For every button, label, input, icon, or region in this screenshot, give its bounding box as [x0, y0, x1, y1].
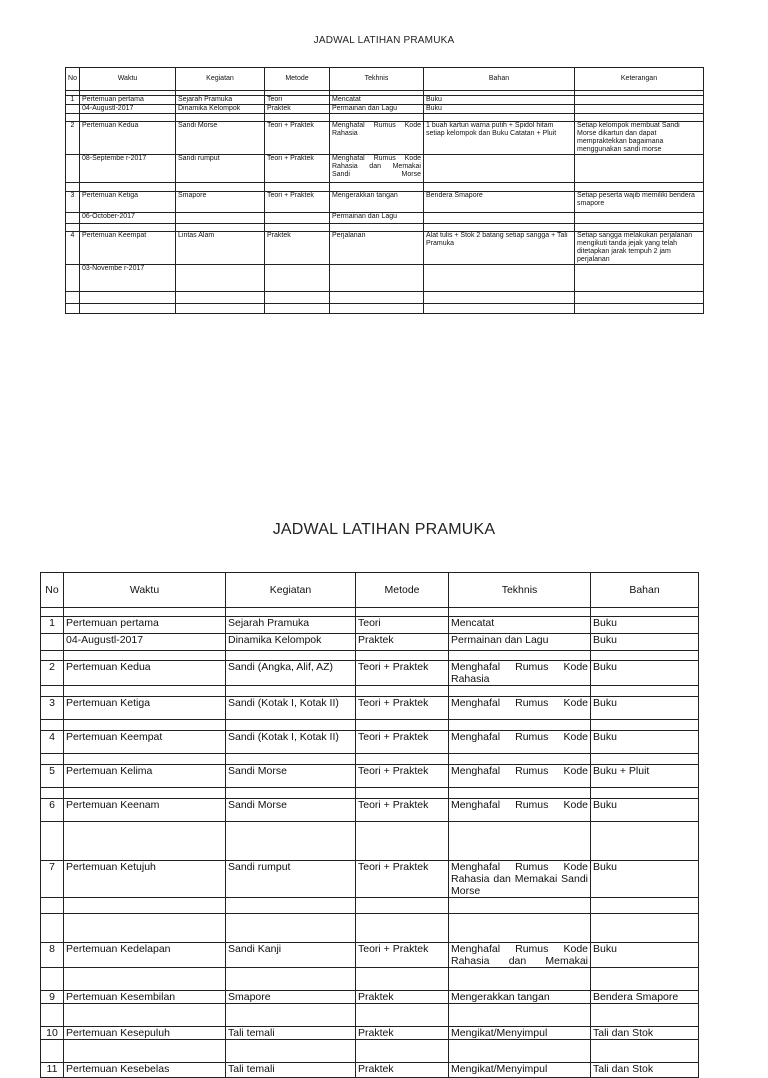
- cell-col-bahan: [591, 720, 699, 731]
- header-col-waktu: Waktu: [64, 573, 226, 608]
- table-row: [66, 224, 704, 232]
- cell-col-metode: Teori + Praktek: [356, 765, 449, 788]
- cell-col-kegiatan: [226, 686, 356, 697]
- table-row: [41, 634, 699, 651]
- cell-col-kegiatan: [176, 114, 265, 122]
- cell-col-kegiatan: [176, 292, 265, 304]
- cell-col-no: [66, 114, 80, 122]
- cell-col-metode: Teori + Praktek: [356, 943, 449, 968]
- cell-col-no: 7: [41, 861, 64, 898]
- cell-col-no: 3: [41, 697, 64, 720]
- cell-col-kegiatan: Sandi (Kotak I, Kotak II): [226, 697, 356, 720]
- cell-col-kegiatan: [226, 788, 356, 799]
- cell-col-tekhnis: [449, 686, 591, 697]
- cell-col-metode: [356, 788, 449, 799]
- cell-col-tekhnis: Mengerakkan tangan: [449, 991, 591, 1004]
- cell-col-bahan: [591, 914, 699, 943]
- header-col-metode: Metode: [265, 68, 330, 91]
- cell-col-no: [66, 224, 80, 232]
- cell-col-no: 4: [41, 731, 64, 754]
- cell-col-no: [41, 788, 64, 799]
- cell-col-waktu: 04-Augustl-2017: [64, 634, 226, 651]
- cell-col-metode: [265, 304, 330, 314]
- cell-col-waktu: [64, 686, 226, 697]
- cell-col-bahan: [591, 788, 699, 799]
- cell-col-no: [66, 183, 80, 192]
- cell-col-kegiatan: [176, 213, 265, 224]
- table-row: [66, 96, 704, 105]
- table-row: [41, 1040, 699, 1063]
- cell-col-tekhnis: Menghafal Rumus Kode Rahasia: [449, 661, 591, 686]
- cell-col-bahan: [424, 213, 575, 224]
- cell-col-kegiatan: [226, 822, 356, 861]
- cell-col-bahan: Buku: [591, 799, 699, 822]
- cell-col-waktu: Pertemuan Ketujuh: [64, 861, 226, 898]
- cell-col-kegiatan: Dinamika Kelompok: [176, 105, 265, 114]
- cell-col-kegiatan: Sandi Morse: [226, 799, 356, 822]
- cell-col-tekhnis: [449, 720, 591, 731]
- table-row: [66, 122, 704, 155]
- cell-col-tekhnis: Menghafal Rumus Kode Rahasia: [330, 122, 424, 155]
- cell-col-waktu: Pertemuan Ketiga: [80, 192, 176, 213]
- table-row: [41, 661, 699, 686]
- table-header-row: [66, 68, 704, 91]
- cell-col-no: 6: [41, 799, 64, 822]
- table-row: [41, 608, 699, 617]
- cell-col-waktu: [64, 1004, 226, 1027]
- header-col-waktu: Waktu: [80, 68, 176, 91]
- cell-col-metode: [265, 114, 330, 122]
- cell-col-no: [66, 265, 80, 292]
- cell-col-kegiatan: Sejarah Pramuka: [226, 617, 356, 634]
- cell-col-keterangan: [575, 304, 704, 314]
- cell-col-metode: Praktek: [356, 1063, 449, 1078]
- cell-col-kegiatan: [226, 608, 356, 617]
- cell-col-metode: Teori + Praktek: [265, 155, 330, 183]
- table-row: [41, 914, 699, 943]
- cell-col-waktu: 04-Augustl-2017: [80, 105, 176, 114]
- cell-col-keterangan: [575, 105, 704, 114]
- table-row: [41, 651, 699, 661]
- table-row: [41, 898, 699, 914]
- cell-col-metode: Praktek: [356, 1027, 449, 1040]
- cell-col-tekhnis: [449, 968, 591, 991]
- cell-col-keterangan: [575, 96, 704, 105]
- cell-col-keterangan: [575, 213, 704, 224]
- cell-col-no: 1: [41, 617, 64, 634]
- cell-col-waktu: [64, 608, 226, 617]
- cell-col-metode: Teori + Praktek: [356, 731, 449, 754]
- cell-col-waktu: [80, 224, 176, 232]
- cell-col-metode: [356, 686, 449, 697]
- cell-col-kegiatan: [226, 898, 356, 914]
- cell-col-no: 10: [41, 1027, 64, 1040]
- cell-col-no: 1: [66, 96, 80, 105]
- header-col-bahan: Bahan: [591, 573, 699, 608]
- cell-col-kegiatan: [226, 754, 356, 765]
- cell-col-metode: [356, 651, 449, 661]
- cell-col-waktu: Pertemuan Kesepuluh: [64, 1027, 226, 1040]
- cell-col-keterangan: [575, 224, 704, 232]
- cell-col-kegiatan: Lintas Alam: [176, 232, 265, 265]
- cell-col-no: [41, 754, 64, 765]
- cell-col-waktu: [64, 754, 226, 765]
- cell-col-tekhnis: [449, 754, 591, 765]
- cell-col-metode: Teori: [356, 617, 449, 634]
- cell-col-no: 5: [41, 765, 64, 788]
- cell-col-keterangan: [575, 292, 704, 304]
- cell-col-kegiatan: Sandi (Kotak I, Kotak II): [226, 731, 356, 754]
- cell-col-metode: [265, 213, 330, 224]
- cell-col-kegiatan: Sandi Morse: [176, 122, 265, 155]
- header-col-no: No: [41, 573, 64, 608]
- page-title: JADWAL LATIHAN PRAMUKA: [313, 35, 455, 46]
- cell-col-waktu: 06-October-2017: [80, 213, 176, 224]
- cell-col-no: [41, 898, 64, 914]
- cell-col-keterangan: [575, 114, 704, 122]
- cell-col-bahan: Tali dan Stok: [591, 1063, 699, 1078]
- cell-col-waktu: [64, 968, 226, 991]
- cell-col-bahan: 1 buah kartun warna putih + Spidol hitam setiap kelompok dan Buku Catatan + Pluit: [424, 122, 575, 155]
- cell-col-metode: Praktek: [356, 634, 449, 651]
- cell-col-no: 4: [66, 232, 80, 265]
- cell-col-tekhnis: Mengerakkan tangan: [330, 192, 424, 213]
- cell-col-waktu: 08-Septembe r-2017: [80, 155, 176, 183]
- cell-col-no: 3: [66, 192, 80, 213]
- table-row: [41, 943, 699, 968]
- cell-col-bahan: [591, 608, 699, 617]
- cell-col-waktu: [64, 914, 226, 943]
- cell-col-metode: Teori: [265, 96, 330, 105]
- cell-col-bahan: [424, 304, 575, 314]
- cell-col-metode: [356, 914, 449, 943]
- cell-col-keterangan: Setiap kelompok membuat Sandi Morse dikartun dan dapat mempraktekkan bagaimana menggunakan sandi morse: [575, 122, 704, 155]
- cell-col-waktu: [64, 720, 226, 731]
- cell-col-tekhnis: Menghafal Rumus Kode Rahasia dan Memakai Sandi Morse: [330, 155, 424, 183]
- header-col-kegiatan: Kegiatan: [226, 573, 356, 608]
- table-row: [66, 304, 704, 314]
- cell-col-tekhnis: [449, 898, 591, 914]
- cell-col-tekhnis: [449, 608, 591, 617]
- cell-col-kegiatan: Sandi (Angka, Alif, AZ): [226, 661, 356, 686]
- header-col-kegiatan: Kegiatan: [176, 68, 265, 91]
- table-row: [66, 213, 704, 224]
- cell-col-waktu: [64, 1040, 226, 1063]
- cell-col-waktu: [80, 114, 176, 122]
- cell-col-kegiatan: Sandi Morse: [226, 765, 356, 788]
- cell-col-metode: [356, 754, 449, 765]
- cell-col-bahan: Buku: [424, 105, 575, 114]
- header-col-tekhnis: Tekhnis: [449, 573, 591, 608]
- cell-col-metode: Teori + Praktek: [265, 192, 330, 213]
- cell-col-waktu: [80, 304, 176, 314]
- cell-col-kegiatan: Sejarah Pramuka: [176, 96, 265, 105]
- cell-col-kegiatan: [176, 304, 265, 314]
- cell-col-tekhnis: [449, 651, 591, 661]
- cell-col-no: 2: [66, 122, 80, 155]
- cell-col-kegiatan: Dinamika Kelompok: [226, 634, 356, 651]
- cell-col-bahan: [591, 754, 699, 765]
- cell-col-kegiatan: [226, 1004, 356, 1027]
- header-col-metode: Metode: [356, 573, 449, 608]
- cell-col-bahan: [424, 155, 575, 183]
- cell-col-waktu: Pertemuan Keempat: [80, 232, 176, 265]
- cell-col-no: [41, 1004, 64, 1027]
- cell-col-kegiatan: Smapore: [226, 991, 356, 1004]
- cell-col-kegiatan: [226, 651, 356, 661]
- table-row: [41, 861, 699, 898]
- cell-col-no: [41, 651, 64, 661]
- cell-col-metode: [356, 720, 449, 731]
- header-col-tekhnis: Tekhnis: [330, 68, 424, 91]
- cell-col-bahan: [591, 651, 699, 661]
- page-title-second: JADWAL LATIHAN PRAMUKA: [272, 521, 496, 538]
- cell-col-no: [41, 720, 64, 731]
- cell-col-bahan: Buku + Pluit: [591, 765, 699, 788]
- table-row: [66, 183, 704, 192]
- cell-col-waktu: Pertemuan Kesembilan: [64, 991, 226, 1004]
- cell-col-metode: Teori + Praktek: [356, 799, 449, 822]
- cell-col-metode: [356, 608, 449, 617]
- cell-col-tekhnis: Menghafal Rumus Kode: [449, 765, 591, 788]
- cell-col-tekhnis: Menghafal Rumus Kode Rahasia dan Memakai: [449, 943, 591, 968]
- cell-col-bahan: Buku: [591, 731, 699, 754]
- cell-col-no: 11: [41, 1063, 64, 1078]
- cell-col-bahan: [424, 114, 575, 122]
- cell-col-keterangan: Setiap peserta wajib memiliki bendera smapore: [575, 192, 704, 213]
- cell-col-waktu: [64, 651, 226, 661]
- table-row: [41, 617, 699, 634]
- cell-col-no: [66, 292, 80, 304]
- cell-col-bahan: Buku: [591, 617, 699, 634]
- cell-col-tekhnis: Menghafal Rumus Kode: [449, 731, 591, 754]
- table-header-row: [41, 573, 699, 608]
- cell-col-bahan: [424, 265, 575, 292]
- cell-col-kegiatan: [226, 914, 356, 943]
- cell-col-tekhnis: Menghafal Rumus Kode Rahasia dan Memakai Sandi Morse: [449, 861, 591, 898]
- cell-col-bahan: [424, 292, 575, 304]
- table-row: [41, 765, 699, 788]
- table-row: [41, 697, 699, 720]
- cell-col-waktu: [64, 898, 226, 914]
- table-row: [41, 788, 699, 799]
- cell-col-kegiatan: Sandi rumput: [176, 155, 265, 183]
- cell-col-kegiatan: [226, 968, 356, 991]
- cell-col-tekhnis: [449, 1040, 591, 1063]
- cell-col-kegiatan: Sandi Kanji: [226, 943, 356, 968]
- cell-col-keterangan: [575, 265, 704, 292]
- table-row: [41, 754, 699, 765]
- cell-col-metode: [356, 968, 449, 991]
- table-row: [41, 799, 699, 822]
- cell-col-no: [66, 304, 80, 314]
- cell-col-tekhnis: [449, 1004, 591, 1027]
- cell-col-metode: [265, 265, 330, 292]
- cell-col-tekhnis: Mencatat: [449, 617, 591, 634]
- cell-col-no: [66, 155, 80, 183]
- cell-col-waktu: Pertemuan pertama: [80, 96, 176, 105]
- cell-col-tekhnis: [330, 224, 424, 232]
- cell-col-bahan: Buku: [591, 861, 699, 898]
- cell-col-bahan: [591, 1004, 699, 1027]
- cell-col-waktu: [64, 822, 226, 861]
- cell-col-kegiatan: [176, 183, 265, 192]
- table-row: [66, 292, 704, 304]
- cell-col-metode: Teori + Praktek: [265, 122, 330, 155]
- cell-col-no: [41, 968, 64, 991]
- cell-col-metode: Teori + Praktek: [356, 861, 449, 898]
- cell-col-kegiatan: Tali temali: [226, 1063, 356, 1078]
- cell-col-bahan: Tali dan Stok: [591, 1027, 699, 1040]
- cell-col-bahan: [591, 1040, 699, 1063]
- cell-col-waktu: 03-Novembe r-2017: [80, 265, 176, 292]
- cell-col-waktu: [80, 292, 176, 304]
- table-row: [66, 232, 704, 265]
- cell-col-tekhnis: Perjalanan: [330, 232, 424, 265]
- cell-col-tekhnis: Permainan dan Lagu: [449, 634, 591, 651]
- cell-col-no: [41, 1040, 64, 1063]
- cell-col-bahan: [591, 686, 699, 697]
- table-row: [66, 192, 704, 213]
- table-row: [66, 265, 704, 292]
- cell-col-tekhnis: [330, 304, 424, 314]
- cell-col-no: [41, 686, 64, 697]
- cell-col-waktu: Pertemuan Keenam: [64, 799, 226, 822]
- cell-col-metode: [265, 224, 330, 232]
- table-row: [41, 720, 699, 731]
- cell-col-kegiatan: [176, 265, 265, 292]
- cell-col-keterangan: Setiap sangga melakukan perjalanan mengikuti tanda jejak yang telah ditetapkan jarak tempuh 2 jam perjalanan: [575, 232, 704, 265]
- cell-col-waktu: Pertemuan Kedua: [80, 122, 176, 155]
- cell-col-bahan: [591, 822, 699, 861]
- cell-col-kegiatan: [226, 720, 356, 731]
- cell-col-tekhnis: [330, 114, 424, 122]
- cell-col-keterangan: [575, 155, 704, 183]
- cell-col-tekhnis: Menghafal Rumus Kode: [449, 799, 591, 822]
- cell-col-waktu: [64, 788, 226, 799]
- cell-col-metode: [265, 183, 330, 192]
- table-row: [66, 114, 704, 122]
- cell-col-tekhnis: [330, 292, 424, 304]
- cell-col-bahan: Buku: [591, 661, 699, 686]
- cell-col-metode: Teori + Praktek: [356, 697, 449, 720]
- cell-col-tekhnis: [330, 265, 424, 292]
- schedule-table-top: [65, 67, 704, 314]
- cell-col-tekhnis: Permainan dan Lagu: [330, 213, 424, 224]
- cell-col-waktu: Pertemuan Kedua: [64, 661, 226, 686]
- cell-col-no: [41, 634, 64, 651]
- cell-col-metode: [356, 1040, 449, 1063]
- cell-col-no: 8: [41, 943, 64, 968]
- cell-col-keterangan: [575, 183, 704, 192]
- cell-col-waktu: Pertemuan Kelima: [64, 765, 226, 788]
- table-row: [41, 686, 699, 697]
- cell-col-kegiatan: Sandi rumput: [226, 861, 356, 898]
- cell-col-waktu: Pertemuan Kedelapan: [64, 943, 226, 968]
- cell-col-bahan: Bendera Smapore: [424, 192, 575, 213]
- cell-col-metode: Teori + Praktek: [356, 661, 449, 686]
- table-row: [41, 1027, 699, 1040]
- cell-col-bahan: [424, 183, 575, 192]
- cell-col-waktu: Pertemuan pertama: [64, 617, 226, 634]
- cell-col-tekhnis: Mengikat/Menyimpul: [449, 1063, 591, 1078]
- cell-col-metode: Praktek: [356, 991, 449, 1004]
- cell-col-no: [41, 914, 64, 943]
- cell-col-bahan: Bendera Smapore: [591, 991, 699, 1004]
- table-row: [41, 1063, 699, 1078]
- cell-col-tekhnis: [449, 822, 591, 861]
- cell-col-kegiatan: Tali temali: [226, 1027, 356, 1040]
- table-row: [66, 105, 704, 114]
- cell-col-bahan: Alat tulis + Stok 2 batang setiap sangga + Tali Pramuka: [424, 232, 575, 265]
- cell-col-waktu: Pertemuan Kesebelas: [64, 1063, 226, 1078]
- cell-col-waktu: Pertemuan Ketiga: [64, 697, 226, 720]
- cell-col-bahan: Buku: [591, 697, 699, 720]
- table-row: [41, 991, 699, 1004]
- cell-col-tekhnis: [449, 914, 591, 943]
- cell-col-no: 2: [41, 661, 64, 686]
- table-row: [41, 1004, 699, 1027]
- cell-col-metode: [265, 292, 330, 304]
- cell-col-no: [41, 822, 64, 861]
- cell-col-metode: [356, 822, 449, 861]
- cell-col-no: [41, 608, 64, 617]
- cell-col-bahan: [424, 224, 575, 232]
- table-row: [41, 822, 699, 861]
- cell-col-bahan: Buku: [424, 96, 575, 105]
- table-row: [41, 968, 699, 991]
- cell-col-no: [66, 213, 80, 224]
- cell-col-no: 9: [41, 991, 64, 1004]
- cell-col-tekhnis: Permainan dan Lagu: [330, 105, 424, 114]
- table-row: [41, 731, 699, 754]
- cell-col-kegiatan: Smapore: [176, 192, 265, 213]
- cell-col-bahan: [591, 898, 699, 914]
- header-col-keterangan: Keterangan: [575, 68, 704, 91]
- cell-col-bahan: Buku: [591, 634, 699, 651]
- cell-col-metode: Praktek: [265, 105, 330, 114]
- cell-col-bahan: Buku: [591, 943, 699, 968]
- header-col-bahan: Bahan: [424, 68, 575, 91]
- cell-col-kegiatan: [176, 224, 265, 232]
- cell-col-waktu: [80, 183, 176, 192]
- cell-col-kegiatan: [226, 1040, 356, 1063]
- cell-col-waktu: Pertemuan Keempat: [64, 731, 226, 754]
- cell-col-tekhnis: [449, 788, 591, 799]
- cell-col-tekhnis: Mengikat/Menyimpul: [449, 1027, 591, 1040]
- cell-col-tekhnis: Menghafal Rumus Kode: [449, 697, 591, 720]
- cell-col-metode: Praktek: [265, 232, 330, 265]
- table-row: [66, 155, 704, 183]
- cell-col-tekhnis: Mencatat: [330, 96, 424, 105]
- cell-col-bahan: [591, 968, 699, 991]
- schedule-table-bottom: [40, 572, 699, 1078]
- cell-col-tekhnis: [330, 183, 424, 192]
- cell-col-metode: [356, 898, 449, 914]
- cell-col-metode: [356, 1004, 449, 1027]
- header-col-no: No: [66, 68, 80, 91]
- cell-col-no: [66, 105, 80, 114]
